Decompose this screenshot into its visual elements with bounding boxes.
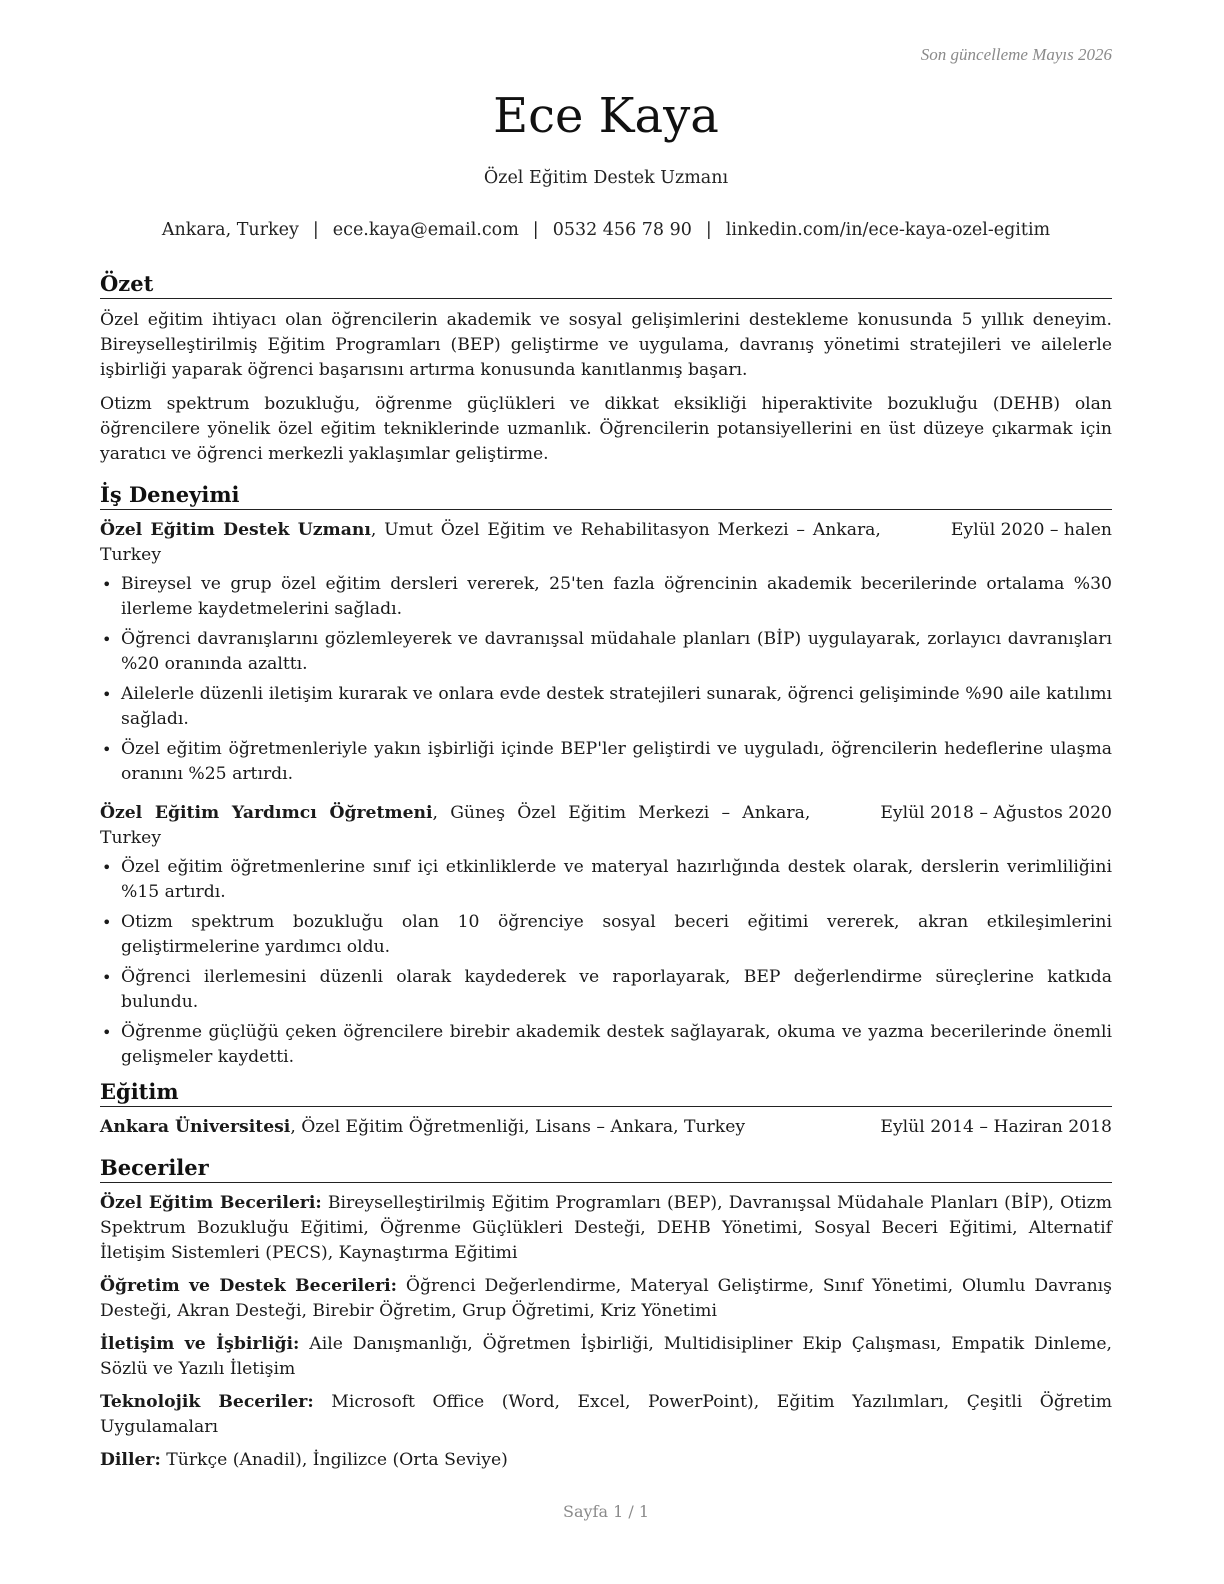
job-header	[100, 518, 1112, 568]
list-item	[100, 910, 1112, 960]
skill-group	[100, 1274, 1112, 1324]
contact-email[interactable]: ece.kaya@email.com	[332, 220, 519, 240]
education-heading: Eğitim	[100, 1078, 1112, 1107]
bullet-icon: •	[102, 1023, 112, 1042]
job-entry	[100, 518, 1112, 787]
job-bullets	[100, 855, 1112, 1070]
job-role-line	[100, 518, 951, 568]
contact-line	[100, 220, 1112, 240]
skill-group-label: Teknolojik Beceriler:	[100, 1392, 314, 1412]
bullet-text: Ailelerle düzenli iletişim kurarak ve onlara evde destek stratejileri sunarak, öğrenci gelişiminde %90 aile katılımı sağladı.	[121, 684, 1112, 729]
experience-section	[100, 481, 1112, 1070]
bullet-icon: •	[102, 913, 112, 932]
skill-group-text: Microsoft Office (Word, Excel, PowerPoint), Eğitim Yazılımları, Çeşitli Öğretim Uygulamaları	[100, 1392, 1112, 1437]
skill-group	[100, 1332, 1112, 1382]
job-dates: Eylül 2020 – halen	[950, 520, 1112, 540]
page-number: Sayfa 1 / 1	[562, 1502, 649, 1521]
skill-group-label: Diller:	[100, 1450, 161, 1470]
job-organization: , Güneş Özel Eğitim Merkezi – Ankara, Turkey	[100, 803, 811, 848]
skill-group-text: Öğrenci Değerlendirme, Materyal Geliştirme, Sınıf Yönetimi, Olumlu Davranış Desteği, Akran Desteği, Birebir Öğretim, Grup Öğretimi, Kriz Yönetimi	[100, 1276, 1112, 1321]
skill-group	[100, 1191, 1112, 1266]
bullet-text: Özel eğitim öğretmenleriyle yakın işbirliği içinde BEP'ler geliştirdi ve uyguladı, öğrencilerin hedeflerine ulaşma oranını %25 artırdı.	[121, 739, 1112, 784]
list-item	[100, 965, 1112, 1015]
bullet-icon: •	[102, 968, 112, 987]
skill-group-label: Özel Eğitim Becerileri:	[100, 1193, 322, 1213]
skill-group	[100, 1448, 1112, 1473]
job-entry	[100, 801, 1112, 1070]
summary-paragraph: Otizm spektrum bozukluğu, öğrenme güçlükleri ve dikkat eksikliği hiperaktivite bozukluğu (DEHB) olan öğrencilere yönelik özel eğitim tekniklerinde uzmanlık. Öğrencilerin potansiyellerini en üst düzeye çıkarmak için yaratıcı ve öğrenci merkezli yaklaşımlar geliştirme.	[100, 394, 1112, 464]
education-entry	[100, 1115, 1112, 1140]
job-role: Özel Eğitim Yardımcı Öğretmeni	[100, 803, 433, 823]
job-bullets	[100, 572, 1112, 787]
person-name: Ece Kaya	[493, 88, 719, 144]
bullet-text: Öğrenme güçlüğü çeken öğrencilere birebir akademik destek sağlayarak, okuma ve yazma becerilerinde önemli gelişmeler kaydetti.	[121, 1022, 1112, 1067]
skill-group-text: Türkçe (Anadil), İngilizce (Orta Seviye)	[160, 1450, 508, 1470]
list-item	[100, 855, 1112, 905]
bullet-text: Otizm spektrum bozukluğu olan 10 öğrenciye sosyal beceri eğitimi vererek, akran etkileşimlerini geliştirmelerine yardımcı oldu.	[121, 912, 1112, 957]
bullet-icon: •	[102, 685, 112, 704]
skill-group-label: İletişim ve İşbirliği:	[100, 1334, 300, 1354]
job-role-line	[100, 801, 880, 851]
bullet-icon: •	[102, 858, 112, 877]
list-item	[100, 1020, 1112, 1070]
skill-group-label: Öğretim ve Destek Becerileri:	[100, 1276, 397, 1296]
list-item	[100, 682, 1112, 732]
summary-section	[100, 270, 1112, 467]
job-role: Özel Eğitim Destek Uzmanı	[100, 520, 371, 540]
contact-linkedin[interactable]: linkedin.com/in/ece-kaya-ozel-egitim	[725, 220, 1051, 240]
summary-heading: Özet	[100, 270, 1112, 299]
list-item	[100, 627, 1112, 677]
skills-section	[100, 1154, 1112, 1473]
education-section	[100, 1078, 1112, 1140]
school-name: Ankara Üniversitesi	[100, 1117, 291, 1137]
resume-content	[100, 270, 1112, 1473]
skill-group	[100, 1390, 1112, 1440]
bullet-text: Öğrenci ilerlemesini düzenli olarak kaydederek ve raporlayarak, BEP değerlendirme süreçlerine katkıda bulundu.	[121, 967, 1112, 1012]
bullet-text: Özel eğitim öğretmenlerine sınıf içi etkinliklerde ve materyal hazırlığında destek olarak, derslerin verimliliğini %15 artırdı.	[121, 857, 1112, 902]
bullet-icon: •	[102, 575, 112, 594]
bullet-text: Öğrenci davranışlarını gözlemleyerek ve davranışsal müdahale planları (BİP) uygulayarak, zorlayıcı davranışları %20 oranında azalttı.	[121, 629, 1112, 674]
resume-page	[100, 0, 1112, 1584]
experience-heading: İş Deneyimi	[100, 481, 1112, 510]
job-title: Özel Eğitim Destek Uzmanı	[483, 168, 729, 188]
job-dates: Eylül 2018 – Ağustos 2020	[880, 803, 1112, 823]
last-updated-note: Son güncelleme Mayıs 2026	[920, 45, 1112, 64]
degree-detail: , Özel Eğitim Öğretmenliği, Lisans – Ankara, Turkey	[290, 1117, 746, 1137]
education-dates: Eylül 2014 – Haziran 2018	[880, 1117, 1112, 1137]
list-item	[100, 572, 1112, 622]
contact-location: Ankara, Turkey	[161, 220, 299, 240]
job-header	[100, 801, 1112, 851]
education-line	[100, 1115, 880, 1140]
bullet-text: Bireysel ve grup özel eğitim dersleri vererek, 25'ten fazla öğrencinin akademik becerilerinde ortalama %30 ilerleme kaydetmelerini sağladı.	[121, 574, 1112, 619]
job-organization: , Umut Özel Eğitim ve Rehabilitasyon Merkezi – Ankara, Turkey	[100, 520, 881, 565]
skills-heading: Beceriler	[100, 1154, 1112, 1183]
list-item	[100, 737, 1112, 787]
bullet-icon: •	[102, 630, 112, 649]
contact-separator: |	[312, 220, 319, 240]
contact-separator: |	[705, 220, 712, 240]
contact-separator: |	[532, 220, 539, 240]
contact-phone: 0532 456 78 90	[552, 220, 692, 240]
skill-group-text: Bireyselleştirilmiş Eğitim Programları (BEP), Davranışsal Müdahale Planları (BİP), Otizm Spektrum Bozukluğu Eğitimi, Öğrenme Güçlükleri Desteği, DEHB Yönetimi, Sosyal Beceri Eğitimi, Alternatif İletişim Sistemleri (PECS), Kaynaştırma Eğitimi	[100, 1193, 1112, 1263]
skill-group-text: Aile Danışmanlığı, Öğretmen İşbirliği, Multidisipliner Ekip Çalışması, Empatik Dinleme, Sözlü ve Yazılı İletişim	[100, 1334, 1112, 1379]
summary-paragraph: Özel eğitim ihtiyacı olan öğrencilerin akademik ve sosyal gelişimlerini destekleme konusunda 5 yıllık deneyim. Bireyselleştirilmiş Eğitim Programları (BEP) geliştirme ve uygulama, davranış yönetimi stratejileri ve ailelerle işbirliği yaparak öğrenci başarısını artırma konusunda kanıtlanmış başarı.	[100, 310, 1112, 380]
bullet-icon: •	[102, 740, 112, 759]
